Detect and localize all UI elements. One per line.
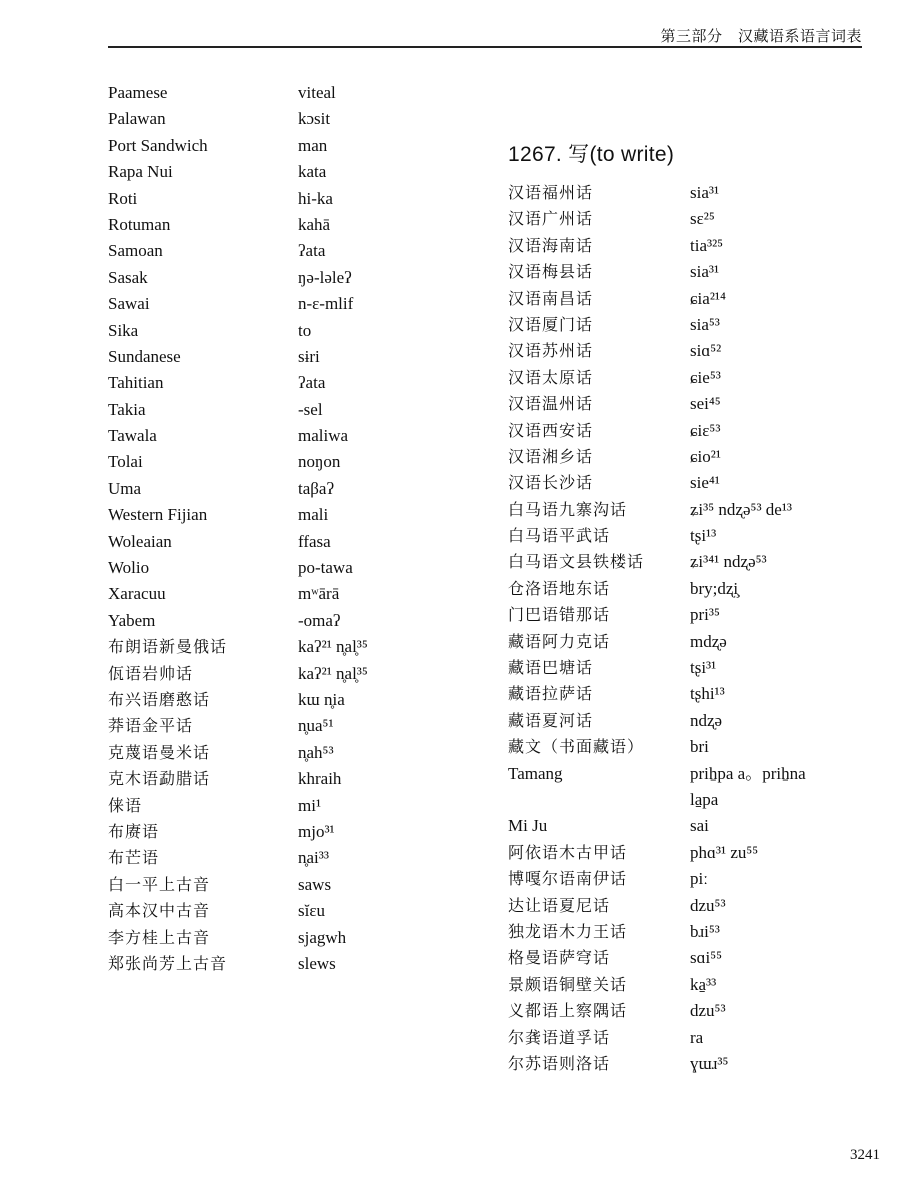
language-name: 汉语温州话 bbox=[508, 394, 594, 414]
word-form: ʔata bbox=[298, 373, 326, 393]
word-form: ʑi³⁵ ndʐə⁵³ de¹³ bbox=[690, 499, 793, 519]
language-name: Sasak bbox=[108, 267, 148, 287]
entry-row bbox=[108, 265, 468, 291]
language-name: Samoan bbox=[108, 241, 163, 261]
word-form: ka̠³³ bbox=[690, 974, 717, 994]
entry-row bbox=[508, 972, 868, 998]
entry-row bbox=[508, 919, 868, 945]
language-name: Sika bbox=[108, 320, 139, 340]
word-form: taβaʔ bbox=[298, 478, 335, 498]
language-name: 白马语九寨沟话 bbox=[508, 499, 628, 519]
entry-row bbox=[508, 497, 868, 523]
entry-row bbox=[108, 238, 468, 264]
language-name: 白马语文县铁楼话 bbox=[508, 552, 645, 572]
left-word-list bbox=[108, 80, 468, 977]
word-form: bɹi⁵³ bbox=[690, 921, 720, 941]
word-form: la̠pa bbox=[690, 789, 719, 809]
language-name: 尔龚语道孚话 bbox=[508, 1027, 611, 1047]
entry-row bbox=[508, 1025, 868, 1051]
language-name: 门巴语错那话 bbox=[508, 605, 611, 625]
entry-row bbox=[508, 787, 868, 813]
word-form: sjagwh bbox=[298, 927, 347, 947]
word-form: sɨri bbox=[298, 346, 320, 366]
language-name: 汉语西安话 bbox=[508, 420, 594, 440]
entry-row bbox=[108, 291, 468, 317]
language-name: 郑张尚芳上古音 bbox=[108, 953, 228, 973]
language-name: Uma bbox=[108, 478, 142, 498]
entry-row bbox=[508, 470, 868, 496]
entry-row bbox=[108, 370, 468, 396]
entry-row bbox=[108, 608, 468, 634]
entry-row bbox=[108, 318, 468, 344]
entry-row bbox=[508, 338, 868, 364]
language-name: Sawai bbox=[108, 294, 150, 314]
entry-row bbox=[508, 391, 868, 417]
language-name: 汉语南昌话 bbox=[508, 288, 594, 308]
entry-row bbox=[508, 418, 868, 444]
word-form: ffasa bbox=[298, 531, 331, 551]
word-form: sɛ²⁵ bbox=[690, 209, 715, 229]
entry-row bbox=[108, 344, 468, 370]
language-name: Xaracuu bbox=[108, 584, 166, 604]
language-name: Mi Ju bbox=[508, 816, 548, 836]
language-name: 高本汉中古音 bbox=[108, 901, 211, 921]
word-form: saws bbox=[298, 874, 332, 894]
section-title: 1267. 写(to write) bbox=[508, 143, 675, 166]
word-form: sie⁴¹ bbox=[690, 473, 720, 493]
entry-row bbox=[108, 898, 468, 924]
language-name: Rotuman bbox=[108, 214, 171, 234]
language-name: 格曼语萨穹话 bbox=[508, 948, 611, 968]
entry-row bbox=[508, 681, 868, 707]
running-header bbox=[108, 0, 862, 48]
entry-row bbox=[108, 397, 468, 423]
entry-row bbox=[508, 259, 868, 285]
entry-row bbox=[508, 602, 868, 628]
language-name: 布朗语新曼俄话 bbox=[108, 637, 228, 657]
language-name: 博嘎尔语南伊话 bbox=[508, 869, 628, 889]
word-form: tʂhi¹³ bbox=[690, 684, 725, 704]
entry-row bbox=[108, 819, 468, 845]
entry-row bbox=[108, 502, 468, 528]
language-name: Roti bbox=[108, 188, 138, 208]
word-form: mdʐə bbox=[690, 631, 727, 651]
word-form: mʷārā bbox=[298, 584, 340, 604]
word-form: ɣɯɹ³⁵ bbox=[690, 1053, 729, 1073]
language-name: Rapa Nui bbox=[108, 162, 173, 182]
language-name: 景颇语铜壁关话 bbox=[508, 974, 628, 994]
word-form: -omaʔ bbox=[298, 610, 341, 630]
language-name: Palawan bbox=[108, 109, 166, 129]
language-name: Tahitian bbox=[108, 373, 164, 393]
language-name: 藏语巴塘话 bbox=[508, 658, 594, 678]
language-name: 布兴语磨憨话 bbox=[108, 689, 211, 709]
language-name: Takia bbox=[108, 399, 146, 419]
language-name: 汉语太原话 bbox=[508, 367, 594, 387]
word-form: ɕie⁵³ bbox=[690, 367, 721, 387]
entry-row bbox=[508, 655, 868, 681]
language-name: Sundanese bbox=[108, 346, 181, 366]
language-name: 汉语广州话 bbox=[508, 209, 594, 229]
entry-row bbox=[108, 872, 468, 898]
entry-row bbox=[508, 840, 868, 866]
word-form: ɕiɛ⁵³ bbox=[690, 420, 721, 440]
language-name: 达让语夏尼话 bbox=[508, 895, 611, 915]
word-form: tʂi¹³ bbox=[690, 526, 717, 546]
language-name: 仓洛语地东话 bbox=[508, 578, 611, 598]
word-form: man bbox=[298, 135, 328, 155]
entry-row bbox=[508, 286, 868, 312]
entry-row bbox=[508, 180, 868, 206]
entry-row bbox=[508, 998, 868, 1024]
entry-row bbox=[508, 813, 868, 839]
word-form: sia⁵³ bbox=[690, 314, 720, 334]
word-form: pri³⁵ bbox=[690, 605, 720, 625]
language-name: 莽语金平话 bbox=[108, 716, 194, 736]
word-form: ndʐə bbox=[690, 710, 723, 730]
word-form: mali bbox=[298, 505, 329, 525]
language-name: Yabem bbox=[108, 610, 156, 630]
entry-row bbox=[108, 212, 468, 238]
language-name: Tolai bbox=[108, 452, 143, 472]
word-form: ɕia²¹⁴ bbox=[690, 288, 726, 308]
language-name: 汉语福州话 bbox=[508, 183, 594, 202]
language-name: 尔苏语则洛话 bbox=[508, 1053, 611, 1073]
word-form: dzu⁵³ bbox=[690, 1001, 726, 1021]
language-name: 汉语湘乡话 bbox=[508, 446, 594, 466]
entry-row bbox=[108, 845, 468, 871]
word-form: ŋə-ləleʔ bbox=[298, 267, 352, 287]
word-form: sai bbox=[690, 816, 709, 836]
entry-row bbox=[108, 661, 468, 687]
language-name: 藏文（书面藏语） bbox=[508, 737, 645, 757]
language-name: 藏语夏河话 bbox=[508, 710, 594, 730]
entry-row bbox=[508, 893, 868, 919]
language-name: 独龙语木力王话 bbox=[508, 921, 628, 941]
entry-row bbox=[108, 766, 468, 792]
header-title: 第三部分 汉藏语系语言词表 bbox=[660, 27, 862, 45]
word-form: n-ɛ-mlif bbox=[298, 294, 354, 314]
header-rule bbox=[108, 46, 862, 48]
word-form: kata bbox=[298, 162, 327, 182]
language-name: Tawala bbox=[108, 426, 157, 446]
language-name: Paamese bbox=[108, 83, 168, 102]
word-form: kaʔ²¹ n̥al̥³⁵ bbox=[298, 637, 368, 657]
language-name: 克木语勐腊话 bbox=[108, 769, 211, 789]
word-form: to bbox=[298, 320, 312, 340]
entry-row bbox=[508, 761, 868, 787]
entry-row bbox=[108, 740, 468, 766]
entry-row bbox=[508, 576, 868, 602]
word-form: n̥ah⁵³ bbox=[298, 742, 334, 762]
word-form: mjo³¹ bbox=[298, 821, 335, 841]
language-name: 克蔑语曼米话 bbox=[108, 742, 211, 762]
word-form: po-tawa bbox=[298, 558, 353, 578]
language-name: Tamang bbox=[508, 763, 563, 783]
word-form: prih̠pa a。prih̠na bbox=[690, 763, 806, 783]
word-form: tia³²⁵ bbox=[690, 235, 724, 255]
word-form: maliwa bbox=[298, 426, 349, 446]
language-name: 佤语岩帅话 bbox=[108, 663, 194, 683]
language-name: 汉语海南话 bbox=[508, 235, 594, 255]
word-form: sei⁴⁵ bbox=[690, 394, 721, 414]
entry-row bbox=[508, 523, 868, 549]
word-form: viteal bbox=[298, 83, 336, 102]
word-form: ra bbox=[690, 1027, 704, 1047]
language-name: 俫语 bbox=[108, 795, 143, 815]
word-form: tʂi³¹ bbox=[690, 658, 717, 678]
word-form: -sel bbox=[298, 399, 323, 419]
word-form: hi-ka bbox=[298, 188, 333, 208]
entry-row bbox=[108, 476, 468, 502]
word-form: n̥ua⁵¹ bbox=[298, 716, 334, 736]
word-form: ɕio²¹ bbox=[690, 446, 721, 466]
word-form: bry;dʐi̧ bbox=[690, 578, 739, 598]
language-name: Port Sandwich bbox=[108, 135, 208, 155]
entry-row bbox=[108, 106, 468, 132]
entry-row bbox=[108, 925, 468, 951]
page-number: 3241 bbox=[850, 1147, 880, 1163]
right-word-list bbox=[508, 180, 868, 1077]
language-name: 汉语长沙话 bbox=[508, 473, 594, 493]
language-name: 白马语平武话 bbox=[508, 526, 611, 546]
language-name: 汉语梅县话 bbox=[508, 262, 594, 282]
entry-row bbox=[108, 133, 468, 159]
word-form: slews bbox=[298, 953, 336, 973]
entry-row bbox=[108, 713, 468, 739]
language-name: Wolio bbox=[108, 558, 150, 578]
entry-row bbox=[508, 945, 868, 971]
word-form: sia³¹ bbox=[690, 183, 720, 202]
language-name: Woleaian bbox=[108, 531, 172, 551]
entry-row bbox=[108, 423, 468, 449]
language-name: 藏语阿力克话 bbox=[508, 631, 611, 651]
word-form: kaʔ²¹ n̥al̥³⁵ bbox=[298, 663, 368, 683]
word-form: khraih bbox=[298, 769, 342, 789]
word-form: n̥ai³³ bbox=[298, 848, 329, 868]
entry-row bbox=[108, 793, 468, 819]
language-name: 义都语上察隅话 bbox=[508, 1001, 628, 1021]
language-name: 藏语拉萨话 bbox=[508, 684, 594, 704]
word-form: mi¹ bbox=[298, 795, 322, 815]
entry-row bbox=[508, 629, 868, 655]
entry-row bbox=[108, 581, 468, 607]
word-form: sĭɛu bbox=[298, 901, 325, 921]
entry-row bbox=[108, 951, 468, 977]
word-form: dzu⁵³ bbox=[690, 895, 726, 915]
entry-row bbox=[108, 449, 468, 475]
word-form: sia³¹ bbox=[690, 262, 720, 282]
word-form: kɯ n̥ia bbox=[298, 689, 345, 709]
entry-row bbox=[108, 159, 468, 185]
word-form: phɑ³¹ zu⁵⁵ bbox=[690, 842, 759, 862]
entry-row bbox=[108, 529, 468, 555]
language-name: 白一平上古音 bbox=[108, 874, 211, 894]
entry-row bbox=[108, 80, 468, 106]
language-name: 汉语厦门话 bbox=[508, 314, 594, 334]
language-name: 汉语苏州话 bbox=[508, 341, 594, 361]
entry-row bbox=[508, 866, 868, 892]
language-name: 布芒语 bbox=[108, 848, 160, 868]
language-name: 李方桂上古音 bbox=[108, 927, 211, 947]
entry-row bbox=[108, 687, 468, 713]
word-form: kahā bbox=[298, 214, 331, 234]
language-name: Western Fijian bbox=[108, 505, 208, 525]
word-form: kɔsit bbox=[298, 109, 331, 129]
entry-row bbox=[108, 634, 468, 660]
word-form: bri bbox=[690, 737, 709, 757]
entry-row bbox=[508, 549, 868, 575]
language-name: 布赓语 bbox=[108, 821, 160, 841]
entry-row bbox=[508, 233, 868, 259]
word-form: sɑi⁵⁵ bbox=[690, 948, 723, 968]
language-name: 阿依语木古甲话 bbox=[508, 842, 628, 862]
word-form: piː bbox=[690, 869, 708, 889]
word-form: ʑi³⁴¹ ndʐə⁵³ bbox=[690, 552, 767, 572]
entry-row bbox=[508, 206, 868, 232]
entry-row bbox=[108, 186, 468, 212]
entry-row bbox=[508, 1051, 868, 1077]
entry-row bbox=[508, 312, 868, 338]
word-form: ʔata bbox=[298, 241, 326, 261]
entry-row bbox=[508, 444, 868, 470]
word-form: siɑ⁵² bbox=[690, 341, 722, 361]
entry-row bbox=[508, 365, 868, 391]
entry-row bbox=[108, 555, 468, 581]
word-form: noŋon bbox=[298, 452, 341, 472]
entry-row bbox=[508, 708, 868, 734]
entry-row bbox=[508, 734, 868, 760]
